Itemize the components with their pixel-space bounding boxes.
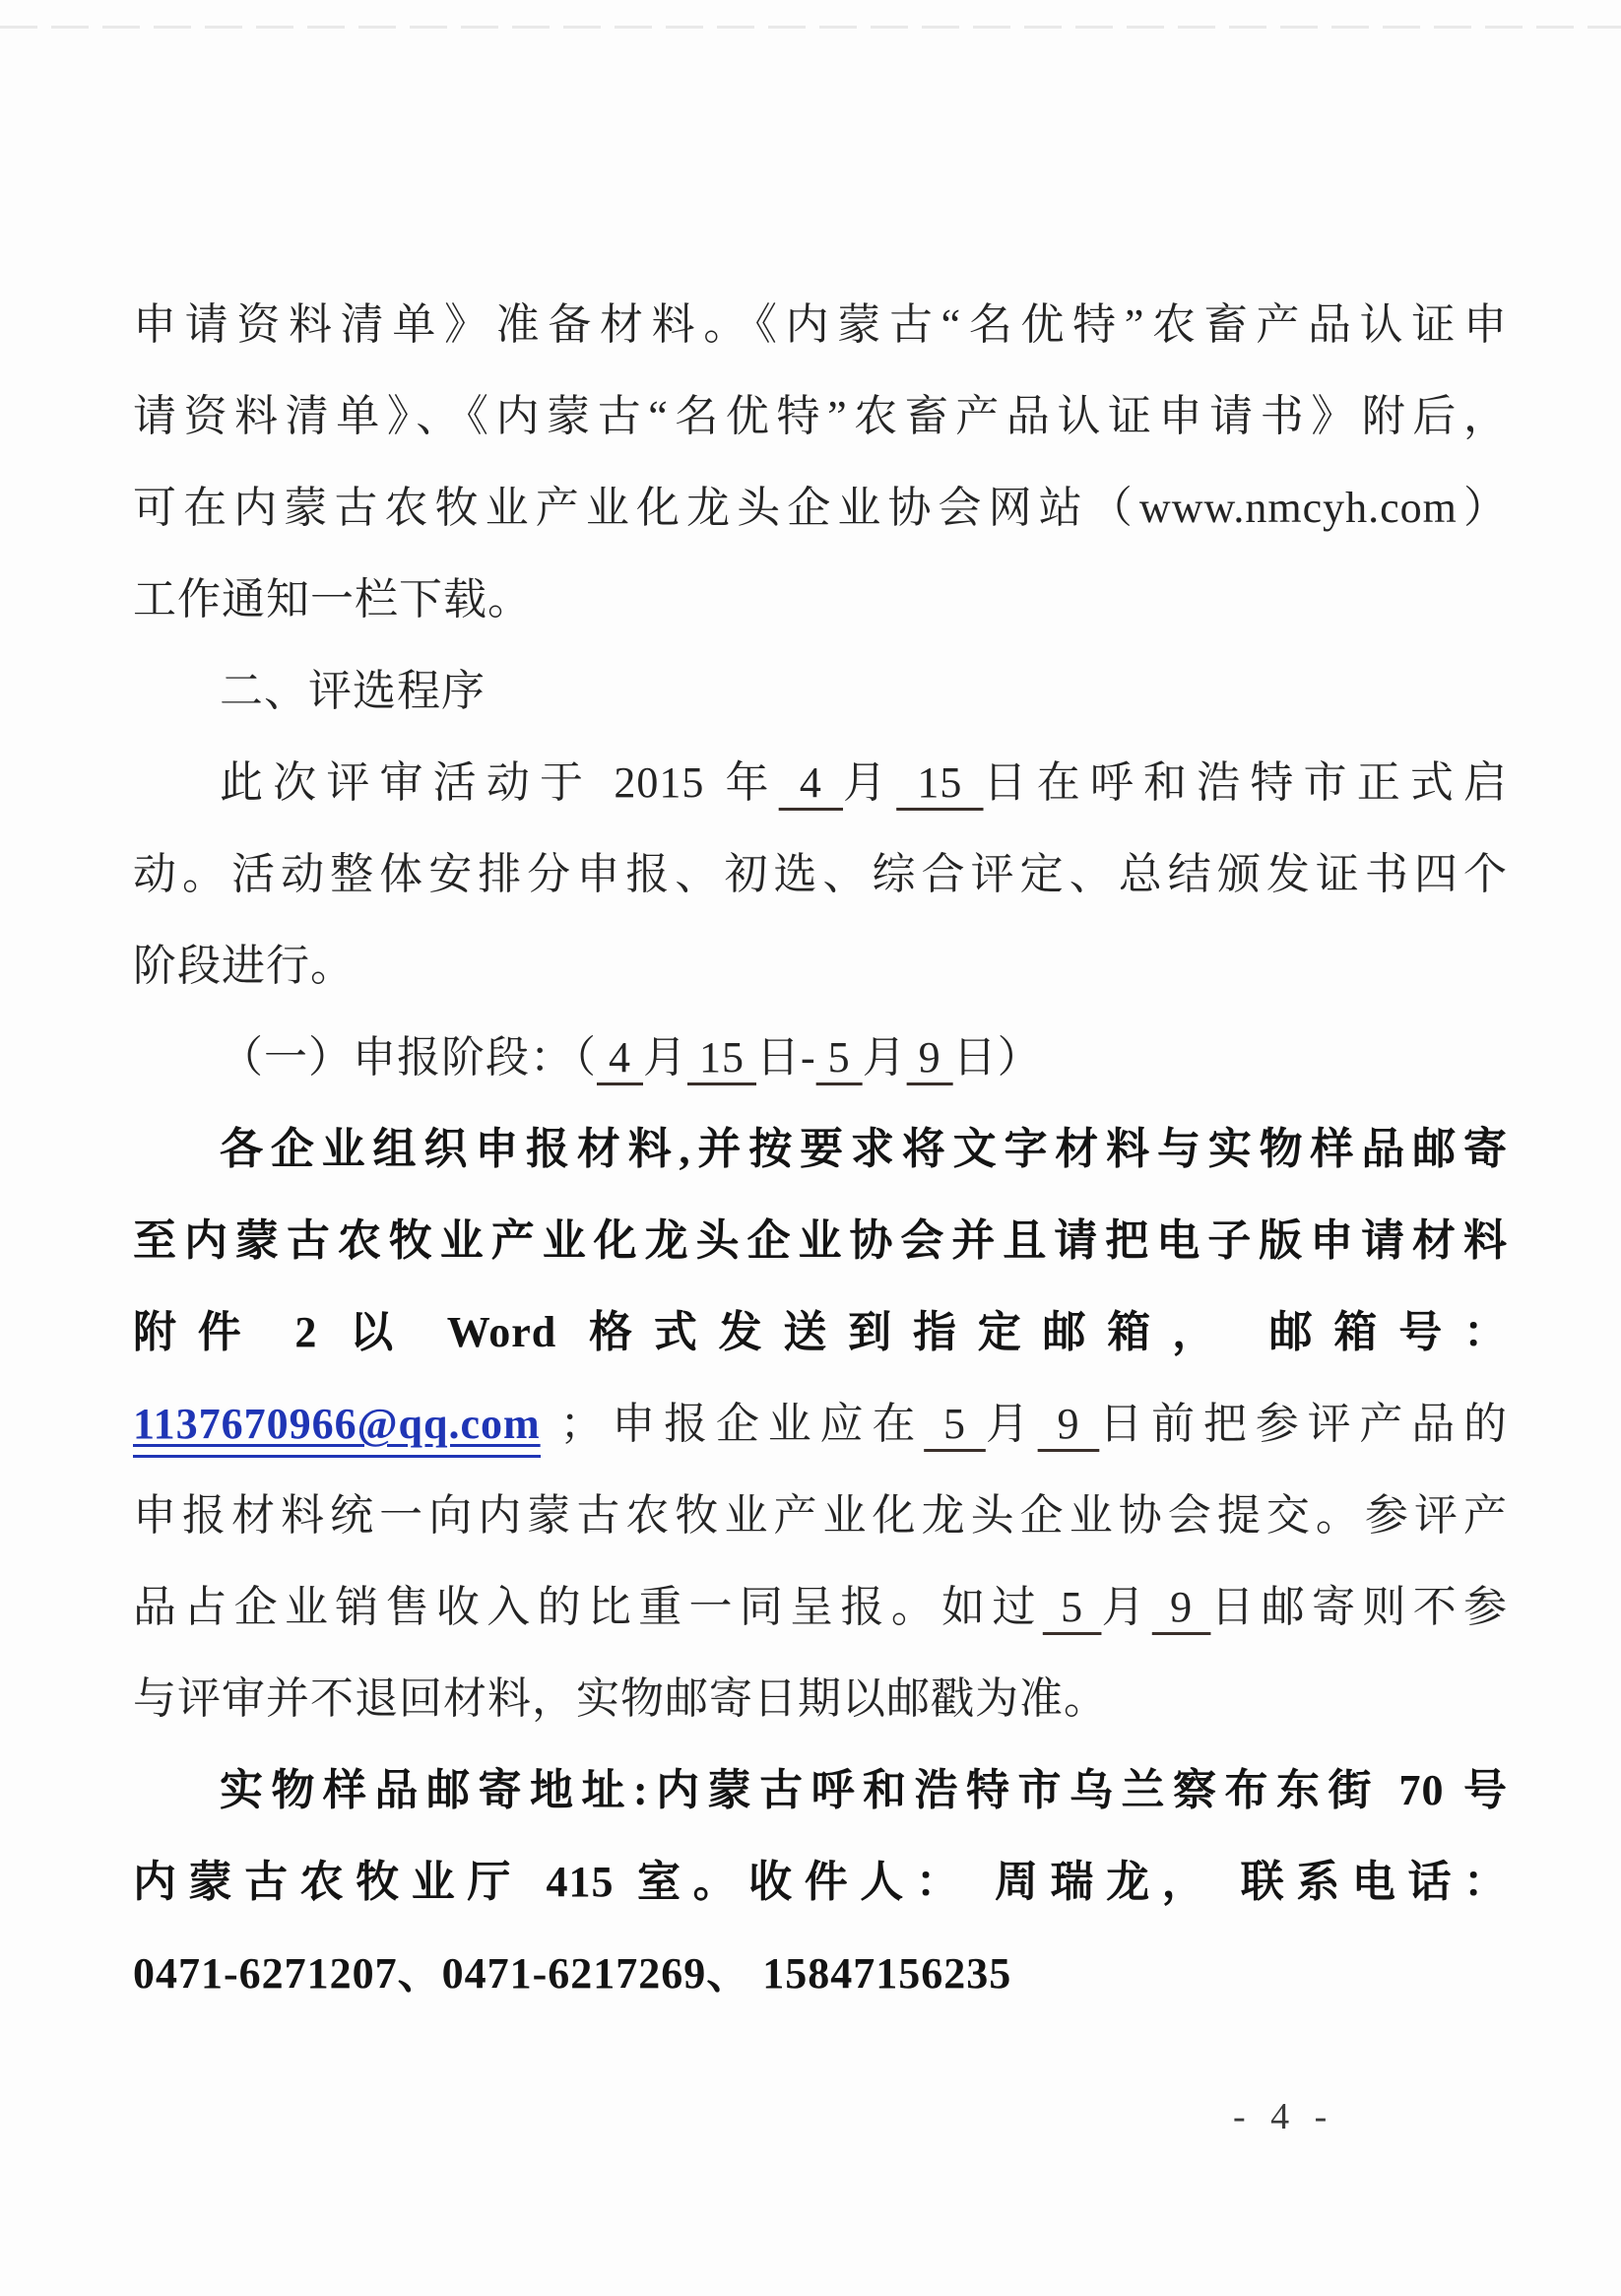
underlined-date-field: 15 xyxy=(896,758,984,807)
text-segment: 工作通知一栏下载。 xyxy=(133,575,532,623)
text-line-17 xyxy=(133,1744,1508,1836)
scan-artifact-top-edge xyxy=(0,26,1621,29)
underlined-date-field: 4 xyxy=(597,1033,643,1082)
text-segment: 阶段进行。 xyxy=(133,942,355,990)
underlined-date-field: 5 xyxy=(815,1033,863,1082)
text-segment: 日前把参评产品的 xyxy=(1099,1400,1509,1448)
text-segment: 申请资料清单》准备材料。《内蒙古“名优特”农畜产品认证申 xyxy=(133,300,1508,349)
text-segment: 此次评审活动于 2015 年 xyxy=(220,758,779,807)
subsection-heading xyxy=(133,1012,1508,1103)
mailing-address-segment: 实物样品邮寄地址:内蒙古呼和浩特市乌兰察布东街 70 号 xyxy=(220,1766,1508,1814)
text-segment: 与评审并不退回材料，实物邮寄日期以邮戳为准。 xyxy=(133,1674,1108,1723)
underlined-date-field: 9 xyxy=(906,1033,953,1082)
underlined-date-field: 5 xyxy=(924,1400,986,1448)
text-line-11 xyxy=(133,1195,1508,1286)
text-line-14 xyxy=(133,1470,1508,1561)
section-heading xyxy=(133,645,1508,737)
text-segment: 至内蒙古农牧业产业化龙头企业协会并且请把电子版申请材料 xyxy=(133,1216,1508,1265)
text-segment: 日邮寄则不参 xyxy=(1210,1583,1509,1631)
text-line-6 xyxy=(133,737,1508,828)
text-segment: 请资料清单》、《内蒙古“名优特”农畜产品认证申请书》附后， xyxy=(133,392,1508,440)
text-line-10 xyxy=(133,1103,1508,1195)
text-segment: 日） xyxy=(952,1033,1042,1082)
text-segment: 月 xyxy=(1101,1583,1152,1631)
text-line-2 xyxy=(133,370,1508,462)
phone-numbers-segment: 0471-6271207、0471-6217269、 15847156235 xyxy=(133,1949,1012,1998)
text-segment: 月 xyxy=(862,1033,907,1082)
text-segment: 日在呼和浩特市正式启 xyxy=(983,758,1509,807)
text-line-18 xyxy=(133,1836,1508,1928)
text-segment: 月 xyxy=(843,758,897,807)
recipient-segment: 内蒙古农牧业厅 415 室。收件人： 周瑞龙， 联系电话： xyxy=(133,1858,1508,1906)
page-number: - 4 - xyxy=(1233,2096,1335,2137)
underlined-date-field: 9 xyxy=(1151,1583,1211,1631)
text-segment: 日- xyxy=(756,1033,816,1082)
underlined-date-field: 15 xyxy=(687,1033,756,1082)
text-segment: 月 xyxy=(985,1400,1038,1448)
underlined-date-field: 5 xyxy=(1042,1583,1102,1631)
underlined-date-field: 4 xyxy=(778,758,844,807)
text-line-12 xyxy=(133,1286,1508,1378)
text-segment-with-url: 可在内蒙古农牧业产业化龙头企业协会网站（www.nmcyh.com） xyxy=(133,484,1508,532)
section-heading-label: 二、评选程序 xyxy=(220,667,486,715)
text-segment: ；申报企业应在 xyxy=(540,1400,925,1448)
text-line-3 xyxy=(133,462,1508,554)
text-segment: 附件 2 以 Word 格式发送到指定邮箱， 邮箱号： xyxy=(133,1308,1508,1356)
text-line-13 xyxy=(133,1378,1508,1470)
text-segment: 申报材料统一向内蒙古农牧业产业化龙头企业协会提交。参评产 xyxy=(133,1491,1508,1540)
text-line-16 xyxy=(133,1653,1508,1744)
text-line-7 xyxy=(133,828,1508,920)
text-line-4 xyxy=(133,554,1508,645)
text-line-19 xyxy=(133,1928,1508,2019)
text-segment: 月 xyxy=(643,1033,687,1082)
text-segment: （一）申报阶段：（ xyxy=(220,1033,597,1082)
text-segment: 品占企业销售收入的比重一同呈报。如过 xyxy=(133,1583,1043,1631)
underlined-date-field: 9 xyxy=(1037,1400,1100,1448)
document-body xyxy=(133,279,1508,2019)
text-segment: 动。活动整体安排分申报、初选、综合评定、总结颁发证书四个 xyxy=(133,850,1508,898)
text-line-1 xyxy=(133,279,1508,370)
text-segment: 各企业组织申报材料,并按要求将文字材料与实物样品邮寄 xyxy=(220,1125,1508,1173)
text-line-8 xyxy=(133,920,1508,1012)
text-line-15 xyxy=(133,1561,1508,1653)
email-link[interactable]: 1137670966@qq.com xyxy=(133,1400,541,1458)
